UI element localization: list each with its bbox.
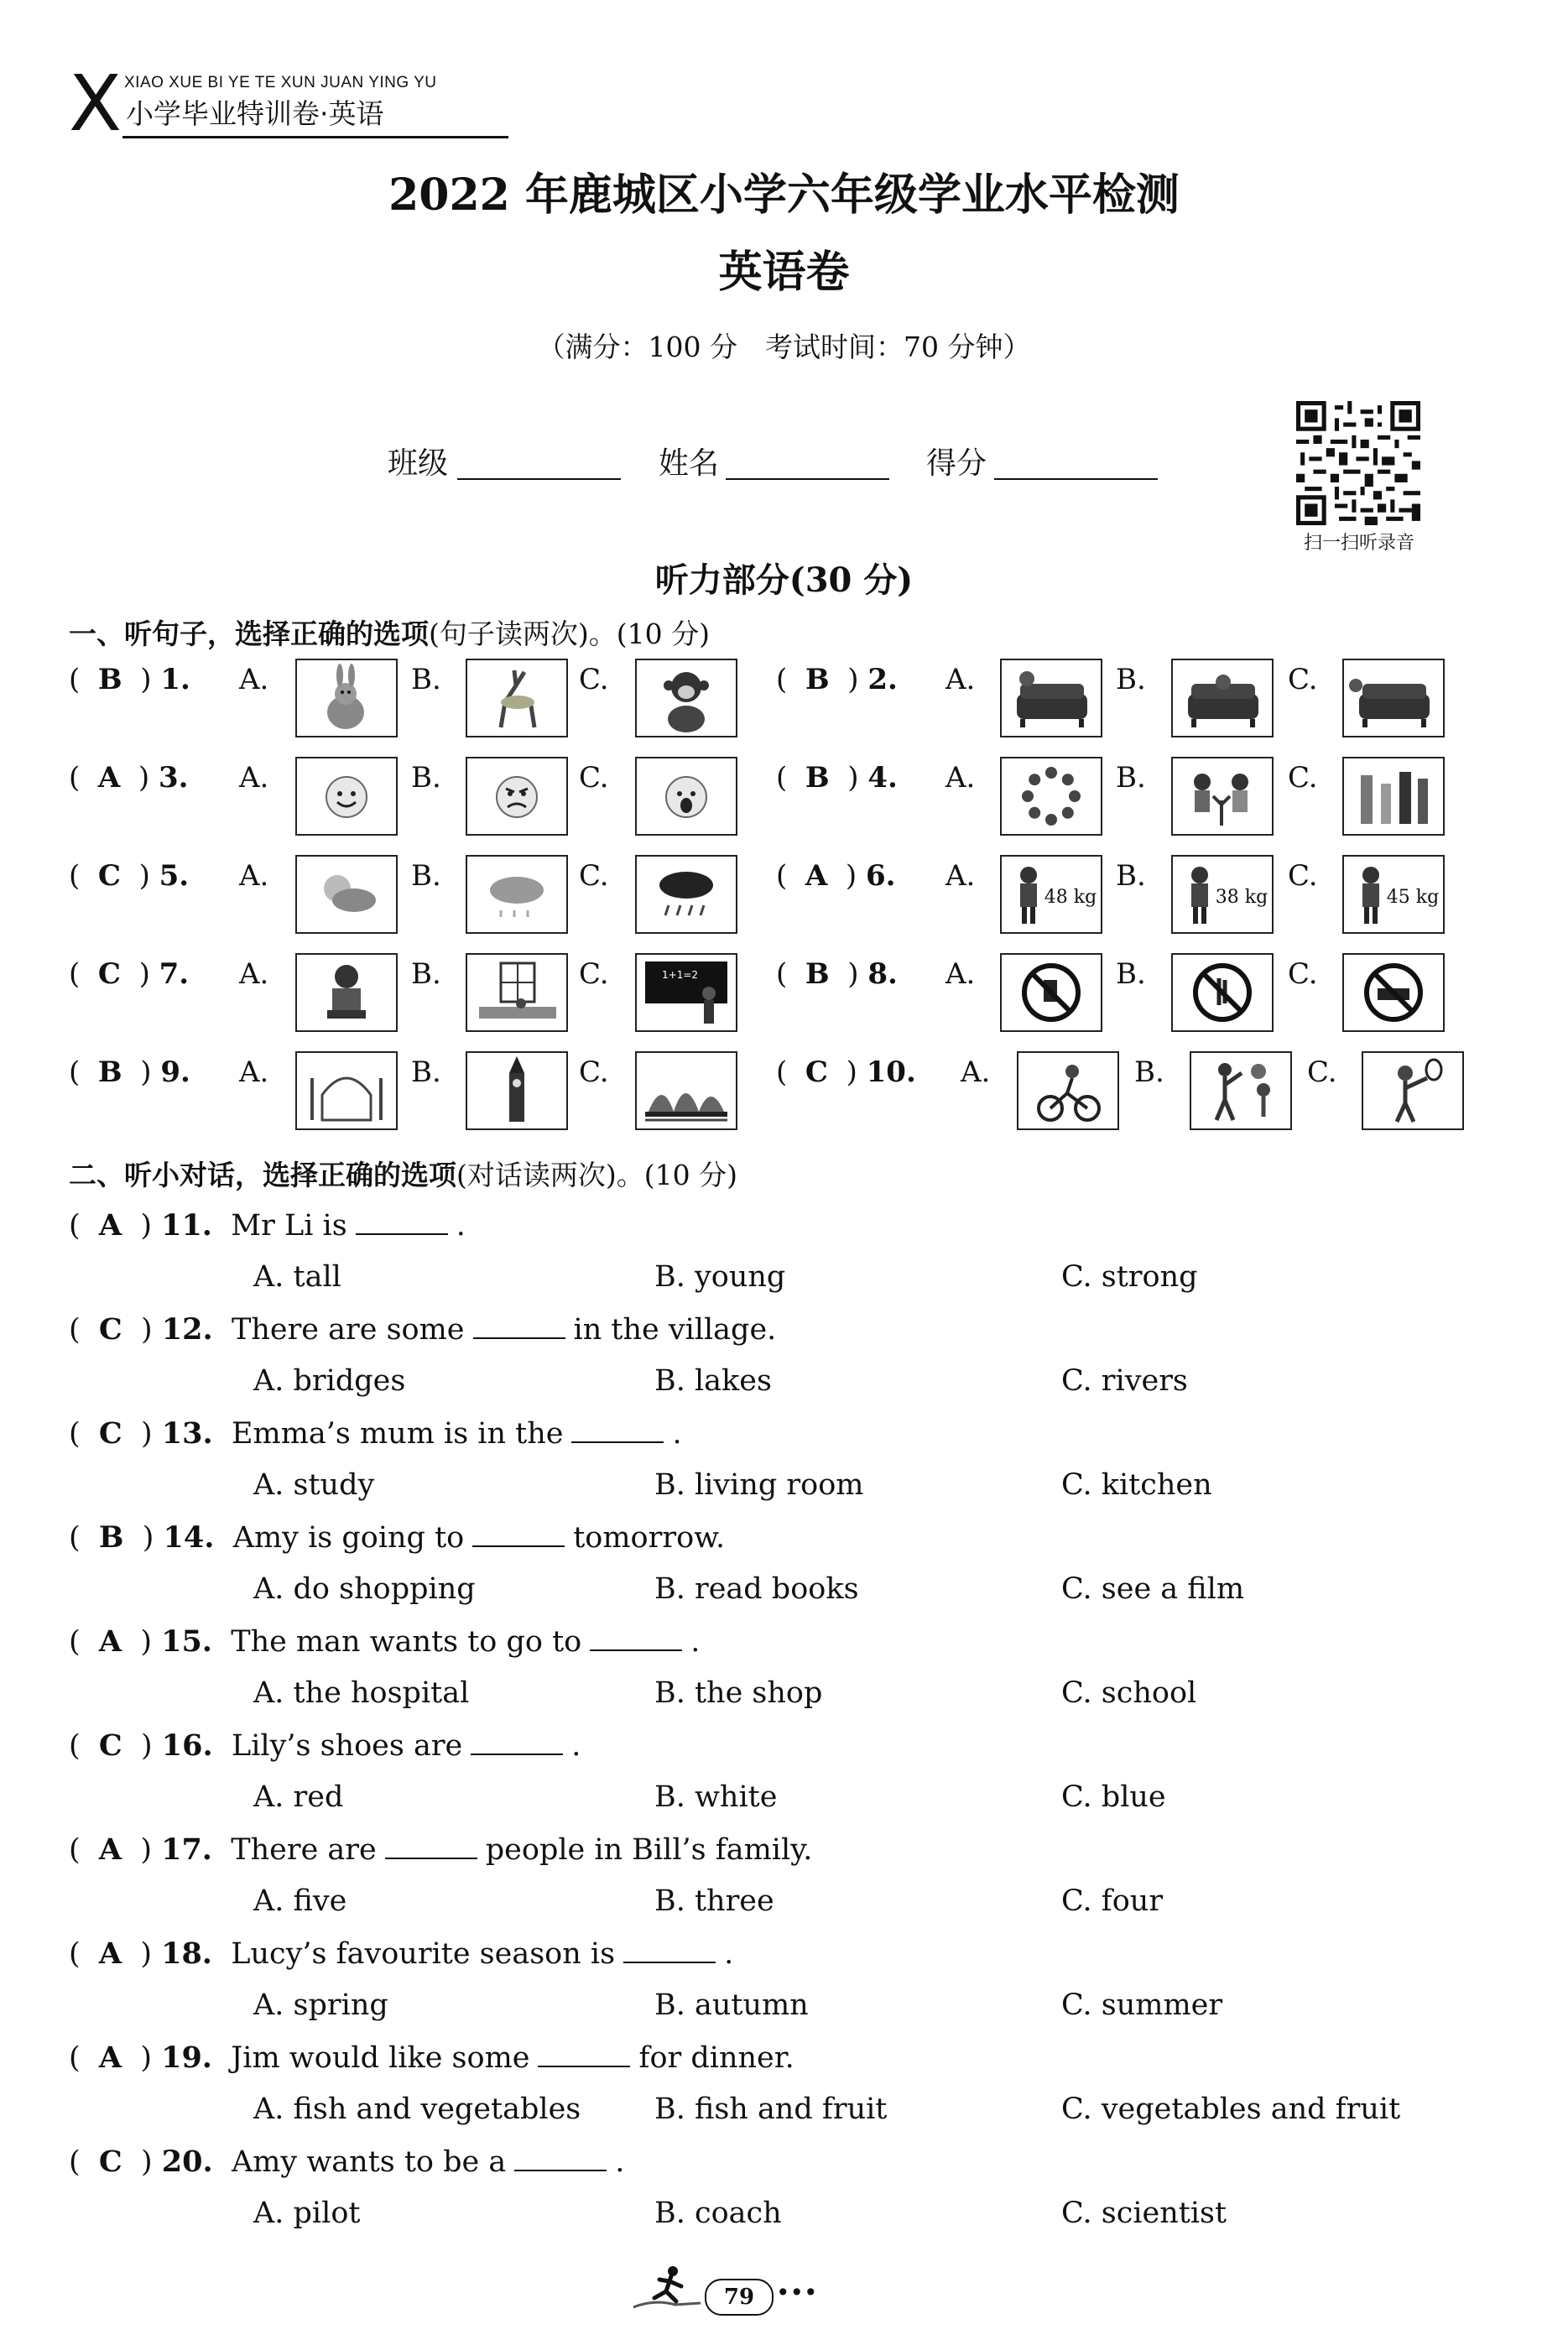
option-c[interactable]: C. summer (1061, 1988, 1223, 2022)
question-stem: Lucy’s favourite season is (231, 1937, 616, 1971)
option-a[interactable]: A. do shopping (253, 1572, 476, 1606)
option-c[interactable]: C. see a film (1061, 1572, 1245, 1606)
part2-title: 二、听小对话，选择正确的选项 (69, 1159, 456, 1191)
answer: B (805, 761, 830, 795)
question-stem: Emma’s mum is in the (231, 1417, 564, 1451)
answer: A (98, 1208, 122, 1243)
picture-question-1: ( B ) 1. (69, 663, 190, 696)
page-number: 79 (705, 2279, 774, 2316)
option-letter: B. (411, 1055, 441, 1089)
mcq-question-20: ( C ) 20. Amy wants to be a . (69, 2144, 625, 2179)
crying-face-picture[interactable] (635, 757, 737, 836)
runner-icon (629, 2261, 705, 2320)
qr-caption: 扫一扫听录音 (1303, 533, 1414, 554)
option-b[interactable]: B. young (654, 1260, 786, 1294)
name-field[interactable] (726, 478, 889, 480)
class-field[interactable] (457, 478, 621, 480)
badminton-picture[interactable] (1362, 1051, 1464, 1130)
question-number: 7. (159, 957, 190, 991)
question-stem: The man wants to go to (231, 1625, 582, 1659)
no-eating-sign-picture[interactable] (1342, 953, 1445, 1032)
exam-info: （满分：100 分 考试时间：70 分钟） (537, 331, 1031, 363)
option-b[interactable]: B. living room (654, 1468, 864, 1502)
question-number: 18. (161, 1936, 212, 1971)
option-a[interactable]: A. study (253, 1468, 375, 1502)
question-tail: in the village. (573, 1313, 777, 1347)
picture-question-8: ( B ) 8. (776, 957, 898, 991)
answer: A (98, 1936, 122, 1971)
option-a[interactable]: A. pilot (253, 2196, 361, 2230)
class-label: 班级 (388, 446, 449, 481)
option-letter: A. (239, 859, 269, 893)
sunny-cloudy-picture[interactable] (295, 855, 398, 934)
question-stem: There are some (231, 1313, 465, 1347)
option-letter: C. (1288, 957, 1318, 991)
rainy-picture[interactable] (635, 855, 737, 934)
answer-blank[interactable] (356, 1208, 448, 1235)
big-ben-picture[interactable] (466, 1051, 568, 1130)
option-letter: C. (1288, 859, 1318, 893)
picture-question-10: ( C ) 10. (776, 1055, 916, 1089)
answer: B (97, 663, 122, 696)
question-number: 17. (161, 1832, 212, 1867)
rabbit-picture[interactable] (295, 659, 398, 737)
mcq-question-19: ( A ) 19. Jim would like some for dinner. (69, 2040, 794, 2075)
picture-question-9: ( B ) 9. (69, 1055, 190, 1089)
question-number: 9. (160, 1055, 190, 1089)
header-rule (122, 136, 508, 138)
option-letter: B. (1134, 1055, 1164, 1089)
option-c[interactable]: C. strong (1061, 1260, 1198, 1294)
answer: C (97, 957, 121, 991)
option-c[interactable]: C. four (1061, 1884, 1164, 1918)
option-letter: C. (579, 957, 609, 991)
footer-dots: ••• (776, 2279, 818, 2306)
option-letter: C. (579, 663, 609, 696)
taj-mahal-picture[interactable] (295, 1051, 398, 1130)
answer: B (98, 1520, 124, 1555)
part1-note: (句子读两次)。(10 分) (429, 618, 710, 650)
option-c[interactable]: C. rivers (1061, 1364, 1188, 1398)
answer: B (805, 663, 830, 696)
monkey-picture[interactable] (635, 659, 737, 737)
option-a[interactable]: A. bridges (253, 1364, 406, 1398)
option-a[interactable]: A. spring (253, 1988, 388, 2022)
question-stem: Amy wants to be a (231, 2145, 507, 2179)
option-a[interactable]: A. red (253, 1780, 344, 1814)
series-pinyin: XIAO XUE BI YE TE XUN JUAN YING YU (124, 74, 437, 91)
question-tail: . (690, 1625, 701, 1659)
no-drinking-sign-picture[interactable] (1000, 953, 1102, 1032)
answer-blank[interactable] (514, 2144, 607, 2171)
question-number: 8. (867, 957, 898, 991)
cycling-picture[interactable] (1017, 1051, 1119, 1130)
question-number: 14. (163, 1520, 215, 1555)
answer: C (98, 1312, 122, 1347)
mcq-question-17: ( A ) 17. There are people in Bill’s family. (69, 1832, 813, 1867)
question-number: 10. (866, 1055, 916, 1089)
boy-45kg-picture[interactable] (1342, 855, 1445, 934)
answer-blank[interactable] (590, 1624, 682, 1651)
option-a[interactable]: A. fish and vegetables (253, 2092, 581, 2126)
option-letter: C. (1288, 663, 1318, 696)
option-a[interactable]: A. tall (253, 1260, 341, 1294)
option-b[interactable]: B. three (654, 1884, 774, 1918)
svg-text:38 kg: 38 kg (1215, 887, 1268, 908)
option-c[interactable]: C. vegetables and fruit (1061, 2092, 1401, 2126)
question-tail: . (456, 1209, 466, 1243)
answer: A (805, 859, 828, 893)
option-letter: A. (239, 1055, 269, 1089)
mcq-question-13: ( C ) 13. Emma’s mum is in the . (69, 1416, 682, 1451)
part2-note: (对话读两次)。(10 分) (456, 1159, 737, 1191)
option-c[interactable]: C. blue (1061, 1780, 1166, 1814)
answer: C (805, 1055, 828, 1089)
question-stem: Lily’s shoes are (231, 1729, 463, 1763)
answer: B (97, 1055, 122, 1089)
people-standing-picture[interactable] (1342, 757, 1445, 836)
question-tail: . (571, 1729, 581, 1763)
question-stem: Jim would like some (231, 2041, 530, 2075)
option-b[interactable]: B. autumn (654, 1988, 809, 2022)
option-b[interactable]: B. white (654, 1780, 778, 1814)
question-number: 2. (867, 663, 898, 696)
answer-blank[interactable] (385, 1832, 477, 1859)
option-letter: B. (411, 663, 441, 696)
answer: B (805, 957, 830, 991)
cloudy-picture[interactable] (466, 855, 568, 934)
question-number: 6. (865, 859, 896, 893)
answer: A (98, 2040, 122, 2075)
answer-blank[interactable] (473, 1312, 565, 1339)
option-letter: B. (1116, 761, 1146, 795)
svg-text:48 kg: 48 kg (1044, 887, 1097, 908)
question-number: 11. (161, 1208, 212, 1243)
question-number: 3. (158, 761, 189, 795)
question-tail: tomorrow. (573, 1521, 726, 1555)
option-letter: A. (239, 957, 269, 991)
option-letter: B. (411, 957, 441, 991)
answer-blank[interactable] (471, 1728, 563, 1755)
answer-blank[interactable] (472, 1520, 565, 1547)
option-letter: C. (1288, 761, 1318, 795)
picture-question-2: ( B ) 2. (776, 663, 898, 696)
sydney-opera-house-picture[interactable] (635, 1051, 737, 1130)
option-letter: B. (411, 859, 441, 893)
happy-face-picture[interactable] (295, 757, 398, 836)
option-letter: B. (1116, 957, 1146, 991)
series-logo-letter: X (69, 59, 122, 149)
question-tail: for dinner. (638, 2041, 794, 2075)
option-letter: A. (961, 1055, 991, 1089)
children-planting-picture[interactable] (1171, 757, 1274, 836)
option-b[interactable]: B. coach (654, 2196, 782, 2230)
picture-question-7: ( C ) 7. (69, 957, 190, 991)
answer: A (98, 1624, 122, 1659)
option-letter: A. (945, 761, 976, 795)
option-a[interactable]: A. five (253, 1884, 347, 1918)
picture-question-3: ( A ) 3. (69, 761, 189, 795)
cat-beside-sofa-picture[interactable] (1342, 659, 1445, 737)
option-letter: A. (945, 663, 976, 696)
option-letter: A. (945, 957, 976, 991)
basketball-picture[interactable] (1190, 1051, 1292, 1130)
score-label: 得分 (926, 446, 987, 481)
part1-heading (69, 612, 710, 652)
mcq-question-18: ( A ) 18. Lucy’s favourite season is . (69, 1936, 734, 1971)
answer: C (98, 1728, 122, 1763)
picture-question-4: ( B ) 4. (776, 761, 898, 795)
name-label: 姓名 (659, 446, 720, 481)
question-tail: . (672, 1417, 682, 1451)
page-title: 2022 年鹿城区小学六年级学业水平检测 (388, 169, 1180, 221)
option-letter: C. (579, 761, 609, 795)
answer: C (97, 859, 121, 893)
option-letter: A. (239, 761, 269, 795)
girl-at-window-picture[interactable] (466, 953, 568, 1032)
answer: C (98, 2144, 122, 2179)
boy-sitting-picture[interactable] (295, 953, 398, 1032)
question-tail: . (615, 2145, 625, 2179)
qr-code-icon[interactable] (1296, 401, 1420, 525)
mcq-question-16: ( C ) 16. Lily’s shoes are . (69, 1728, 581, 1763)
option-letter: B. (411, 761, 441, 795)
option-letter: A. (239, 663, 269, 696)
boy-38kg-picture[interactable] (1171, 855, 1274, 934)
answer-blank[interactable] (538, 2040, 630, 2067)
option-letter: B. (1116, 663, 1146, 696)
boy-48kg-picture[interactable] (1000, 855, 1102, 934)
question-number: 20. (161, 2144, 213, 2179)
question-number: 12. (161, 1312, 213, 1347)
question-number: 19. (161, 2040, 212, 2075)
no-touching-sign-picture[interactable] (1171, 953, 1274, 1032)
option-letter: C. (1307, 1055, 1337, 1089)
question-number: 4. (867, 761, 898, 795)
option-c[interactable]: C. kitchen (1061, 1468, 1212, 1502)
mcq-question-14: ( B ) 14. Amy is going to tomorrow. (69, 1520, 726, 1555)
option-c[interactable]: C. scientist (1061, 2196, 1227, 2230)
children-circle-picture[interactable] (1000, 757, 1102, 836)
mcq-question-11: ( A ) 11. Mr Li is . (69, 1208, 466, 1243)
option-b[interactable]: B. read books (654, 1572, 859, 1606)
cat-behind-sofa-picture[interactable] (1171, 659, 1274, 737)
answer: C (98, 1416, 122, 1451)
question-stem: There are (231, 1833, 377, 1867)
part2-heading (69, 1154, 737, 1193)
teacher-blackboard-picture[interactable] (635, 953, 737, 1032)
series-title: 小学毕业特训卷·英语 (126, 97, 384, 130)
option-b[interactable]: B. lakes (654, 1364, 772, 1398)
option-letter: A. (945, 859, 976, 893)
question-stem: Amy is going to (232, 1521, 465, 1555)
question-tail: . (724, 1937, 734, 1971)
svg-text:1+1=2: 1+1=2 (662, 969, 699, 981)
picture-question-6: ( A ) 6. (776, 859, 896, 893)
option-a[interactable]: A. the hospital (253, 1676, 470, 1710)
mcq-question-15: ( A ) 15. The man wants to go to . (69, 1624, 701, 1659)
deer-picture[interactable] (466, 659, 568, 737)
question-number: 16. (161, 1728, 213, 1763)
score-field[interactable] (994, 478, 1158, 480)
answer: A (98, 1832, 122, 1867)
question-number: 5. (159, 859, 190, 893)
svg-text:45 kg: 45 kg (1386, 887, 1440, 908)
listening-heading: 听力部分(30 分) (654, 560, 914, 600)
answer: A (97, 761, 121, 795)
cat-on-sofa-picture[interactable] (1000, 659, 1102, 737)
page-subtitle: 英语卷 (718, 247, 850, 298)
picture-question-5: ( C ) 5. (69, 859, 190, 893)
option-b[interactable]: B. fish and fruit (654, 2092, 888, 2126)
question-number: 15. (161, 1624, 212, 1659)
question-number: 13. (161, 1416, 213, 1451)
question-stem: Mr Li is (231, 1209, 347, 1243)
option-letter: C. (579, 1055, 609, 1089)
option-letter: C. (579, 859, 609, 893)
mcq-question-12: ( C ) 12. There are some in the village. (69, 1312, 777, 1347)
angry-face-picture[interactable] (466, 757, 568, 836)
question-number: 1. (160, 663, 190, 696)
option-letter: B. (1116, 859, 1146, 893)
option-c[interactable]: C. school (1061, 1676, 1197, 1710)
answer-blank[interactable] (623, 1936, 716, 1963)
option-b[interactable]: B. the shop (654, 1676, 823, 1710)
answer-blank[interactable] (571, 1416, 664, 1443)
question-tail: people in Bill’s family. (485, 1833, 813, 1867)
part1-title: 一、听句子，选择正确的选项 (69, 618, 429, 650)
